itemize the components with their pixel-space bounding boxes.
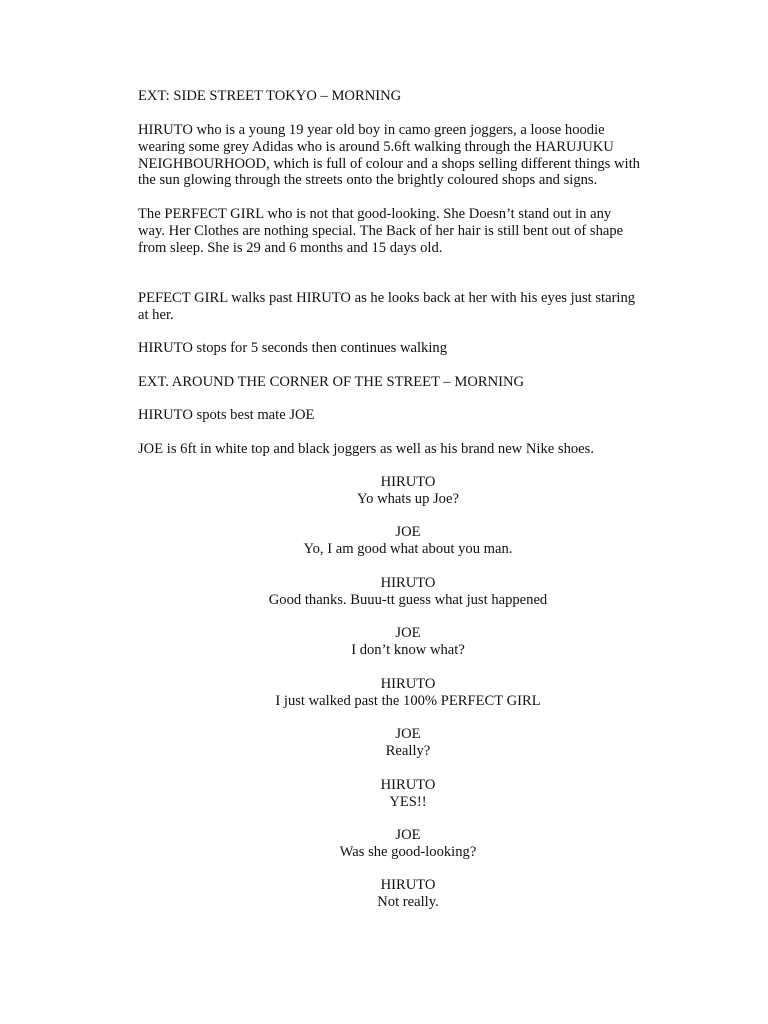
action-line: wearing some grey Adidas who is around 5.6ft walking through the HARUJUKU bbox=[138, 138, 614, 155]
character-name: HIRUTO bbox=[380, 676, 436, 692]
scene-heading-corner: EXT. AROUND THE CORNER OF THE STREET – MORNING bbox=[138, 374, 525, 390]
dialogue-line: Not really. bbox=[377, 893, 439, 910]
dialogue-line: I don’t know what? bbox=[351, 641, 465, 658]
character-name: JOE bbox=[395, 827, 421, 843]
character-name: JOE bbox=[395, 524, 421, 540]
dialogue-block bbox=[188, 676, 628, 710]
action-hiruto-intro bbox=[138, 122, 678, 189]
character-name: JOE bbox=[395, 625, 421, 641]
dialogue-line: YES!! bbox=[389, 793, 427, 810]
action-line: PEFECT GIRL walks past HIRUTO as he looks back at her with his eyes just staring bbox=[138, 290, 636, 306]
action-spots-joe: HIRUTO spots best mate JOE bbox=[138, 407, 315, 423]
action-stops: HIRUTO stops for 5 seconds then continues walking bbox=[138, 340, 447, 356]
character-name: HIRUTO bbox=[380, 575, 436, 591]
dialogue-block bbox=[188, 524, 628, 558]
dialogue-block bbox=[188, 777, 628, 811]
action-line: HIRUTO who is a young 19 year old boy in camo green joggers, a loose hoodie bbox=[138, 122, 605, 138]
action-perfect-girl-intro bbox=[138, 206, 678, 256]
dialogue-block bbox=[188, 625, 628, 659]
action-joe-intro: JOE is 6ft in white top and black joggers as well as his brand new Nike shoes. bbox=[138, 441, 594, 457]
dialogue-line: Really? bbox=[385, 742, 431, 759]
dialogue-block bbox=[188, 877, 628, 911]
action-line: the sun glowing through the streets onto the brightly coloured shops and signs. bbox=[138, 172, 598, 189]
dialogue-block bbox=[188, 575, 628, 609]
dialogue-line: Yo, I am good what about you man. bbox=[303, 540, 513, 557]
action-line: The PERFECT GIRL who is not that good-looking. She Doesn’t stand out in any bbox=[138, 206, 612, 222]
dialogue-line: I just walked past the 100% PERFECT GIRL bbox=[275, 692, 541, 709]
dialogue-block bbox=[188, 726, 628, 760]
dialogue-line: Good thanks. Buuu-tt guess what just happened bbox=[268, 591, 548, 608]
dialogue-block bbox=[188, 474, 628, 508]
character-name: HIRUTO bbox=[380, 474, 436, 490]
action-line: way. Her Clothes are nothing special. The Back of her hair is still bent out of shape bbox=[138, 222, 624, 239]
scene-heading-side-street: EXT: SIDE STREET TOKYO – MORNING bbox=[138, 88, 402, 104]
dialogue-line: Yo whats up Joe? bbox=[357, 490, 459, 507]
action-walks-past bbox=[138, 290, 678, 324]
dialogue-line: Was she good-looking? bbox=[339, 843, 477, 860]
character-name: JOE bbox=[395, 726, 421, 742]
action-line: from sleep. She is 29 and 6 months and 15 days old. bbox=[138, 239, 443, 256]
character-name: HIRUTO bbox=[380, 777, 436, 793]
character-name: HIRUTO bbox=[380, 877, 436, 893]
dialogue-block bbox=[188, 827, 628, 861]
action-line: at her. bbox=[138, 306, 174, 323]
action-line: NEIGHBOURHOOD, which is full of colour and a shops selling different things with bbox=[138, 155, 640, 172]
